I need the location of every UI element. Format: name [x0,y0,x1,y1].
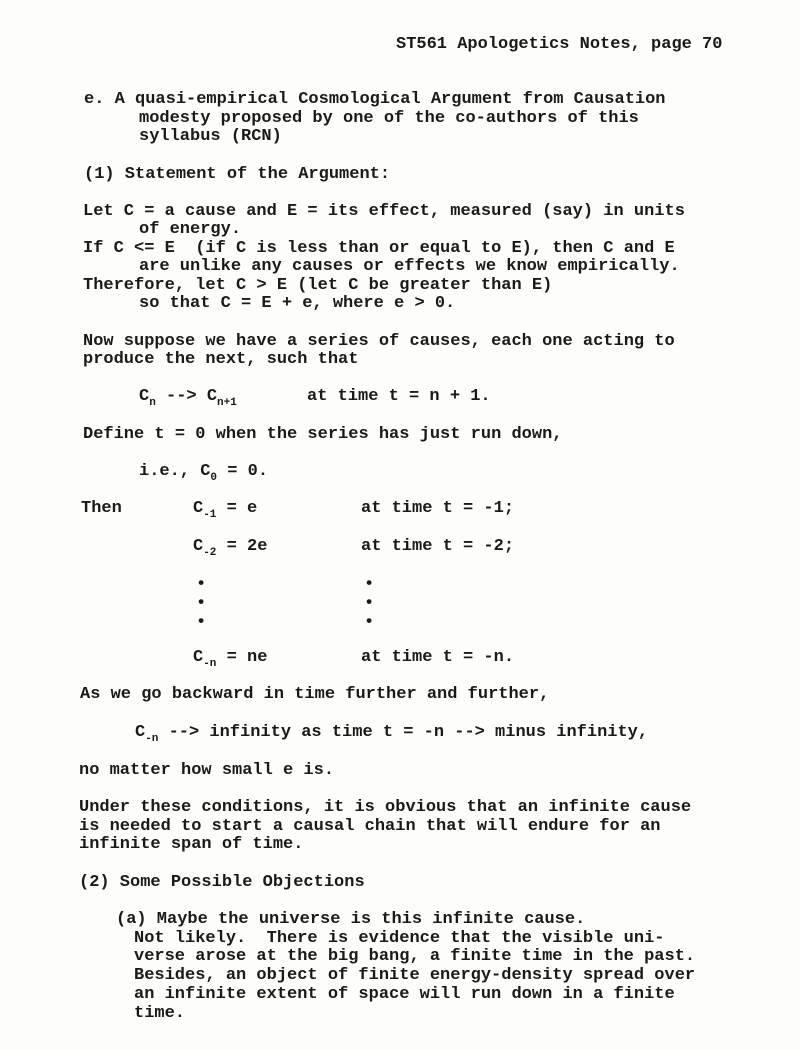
limit-sub: -n [145,733,159,745]
row-1-time: at time t = -1; [361,499,515,518]
objection-a-line6: time. [134,1004,186,1023]
limit-rest: --> infinity as time t = -n --> minus infinity, [158,723,649,742]
objection-a-line5: an infinite extent of space will run down in a finite [134,985,675,1004]
series-c-next: C [206,387,218,406]
row-2-c: C [193,537,204,556]
objections-heading: (2) Some Possible Objections [79,873,365,892]
if-line2: are unlike any causes or effects we know empirically. [139,257,680,276]
ellipsis-dot: • [196,594,207,613]
row-2-time: at time t = -2; [361,537,515,556]
section-e-heading-line1: e. A quasi-empirical Cosmological Argument from Causation [84,90,666,109]
objection-a-line2: Not likely. There is evidence that the visible uni- [134,929,665,948]
statement-heading: (1) Statement of the Argument: [84,165,391,184]
therefore-line1: Therefore, let C > E (let C be greater than E) [83,276,553,295]
let-line1: Let C = a cause and E = its effect, measured (say) in units [83,202,685,221]
series-c: C [139,387,150,406]
ellipsis-dot: • [196,613,207,632]
ellipsis-dot: • [196,575,207,594]
row-1-c: C [193,499,204,518]
series-relation [139,387,237,409]
series-sub-n: n [149,397,156,409]
conclusion-line1: Under these conditions, it is obvious that an infinite cause [79,798,692,817]
row-2-sub: -2 [203,547,217,559]
then-label: Then [81,499,122,518]
conclusion-line2: is needed to start a causal chain that will endure for an [79,817,661,836]
row-n-c: C [193,648,204,667]
row-n-sub: -n [203,658,217,670]
objection-a-line1: (a) Maybe the universe is this infinite cause. [116,910,586,929]
series-sub-n1: n+1 [217,397,237,409]
conclusion-line3: infinite span of time. [79,835,304,854]
ellipsis-dot: • [364,613,375,632]
now-suppose-line2: produce the next, such that [83,350,359,369]
backward-line: As we go backward in time further and further, [80,685,550,704]
series-time: at time t = n + 1. [307,387,491,406]
row-n-equation [193,648,268,670]
no-matter-line: no matter how small e is. [79,761,335,780]
objection-a-line3: verse arose at the big bang, a finite time in the past. [134,947,696,966]
section-e-heading-line3: syllabus (RCN) [139,127,282,146]
limit-c: C [135,723,146,742]
row-n-time: at time t = -n. [361,648,515,667]
row-n-eq: = ne [216,648,268,667]
ie-prefix: i.e., C [139,462,211,481]
let-line2: of energy. [139,220,242,239]
row-2-equation [193,537,268,559]
ellipsis-dot: • [364,594,375,613]
now-suppose-line1: Now suppose we have a series of causes, each one acting to [83,332,675,351]
ellipsis-dot: • [364,575,375,594]
if-line1: If C <= E (if C is less than or equal to E), then C and E [83,239,675,258]
objection-a-line4: Besides, an object of finite energy-density spread over [134,966,696,985]
section-e-heading-line2: modesty proposed by one of the co-authors of this [139,109,639,128]
therefore-line2: so that C = E + e, where e > 0. [139,294,456,313]
row-1-sub: -1 [203,509,217,521]
limit-line [135,723,649,745]
define-line: Define t = 0 when the series has just run down, [83,425,563,444]
page-header: ST561 Apologetics Notes, page 70 [396,35,723,54]
row-1-eq: = e [216,499,258,518]
ie-sub: 0 [210,472,218,484]
row-2-eq: = 2e [216,537,268,556]
ie-line [139,462,269,484]
row-1-equation [193,499,258,521]
series-arrow: --> [166,387,197,406]
ie-suffix: = 0. [217,462,269,481]
